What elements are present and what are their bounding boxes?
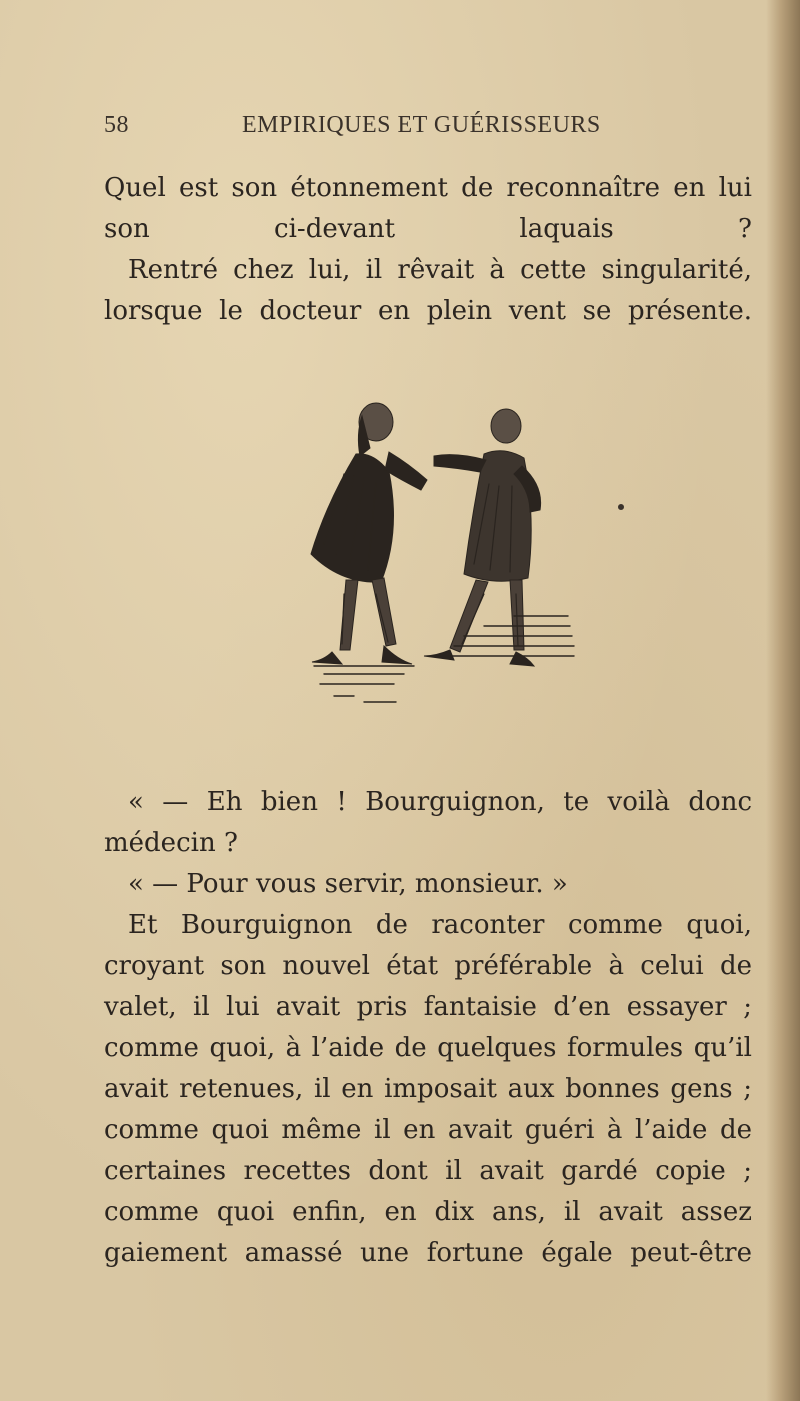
engraving-two-men-illustration: [284, 394, 584, 716]
paragraph-2: Rentré chez lui, il rêvait à cette singularité, lorsque le docteur en plein vent se présente.: [104, 255, 752, 326]
page-number: 58: [104, 112, 129, 138]
running-head: EMPIRIQUES ET GUÉRISSEURS: [242, 112, 601, 138]
paragraph-3: « — Eh bien ! Bourguignon, te voilà donc médecin ?: [104, 787, 752, 858]
paragraph-5: Et Bourguignon de raconter comme quoi, croyant son nouvel état préférable à celui de valet, il lui avait pris fantaisie d’en essayer ; comme quoi, à l’aide de quelques formules qu’il avait retenues, il en imposait aux bonnes gens ; comme quoi même il en avait guéri à l’aide de certaines recettes dont il avait gardé copie ; comme quoi enfin, en dix ans, il avait assez gaiement amassé une fortune égale peut-être: [104, 910, 752, 1268]
page-edge-shadow: [766, 0, 800, 1401]
paragraph-1: Quel est son étonnement de reconnaître en lui son ci-devant laquais ?: [104, 173, 752, 244]
paragraph-4: « — Pour vous servir, monsieur. »: [128, 869, 568, 899]
page-header: [104, 112, 724, 144]
ink-speck: [618, 504, 624, 510]
